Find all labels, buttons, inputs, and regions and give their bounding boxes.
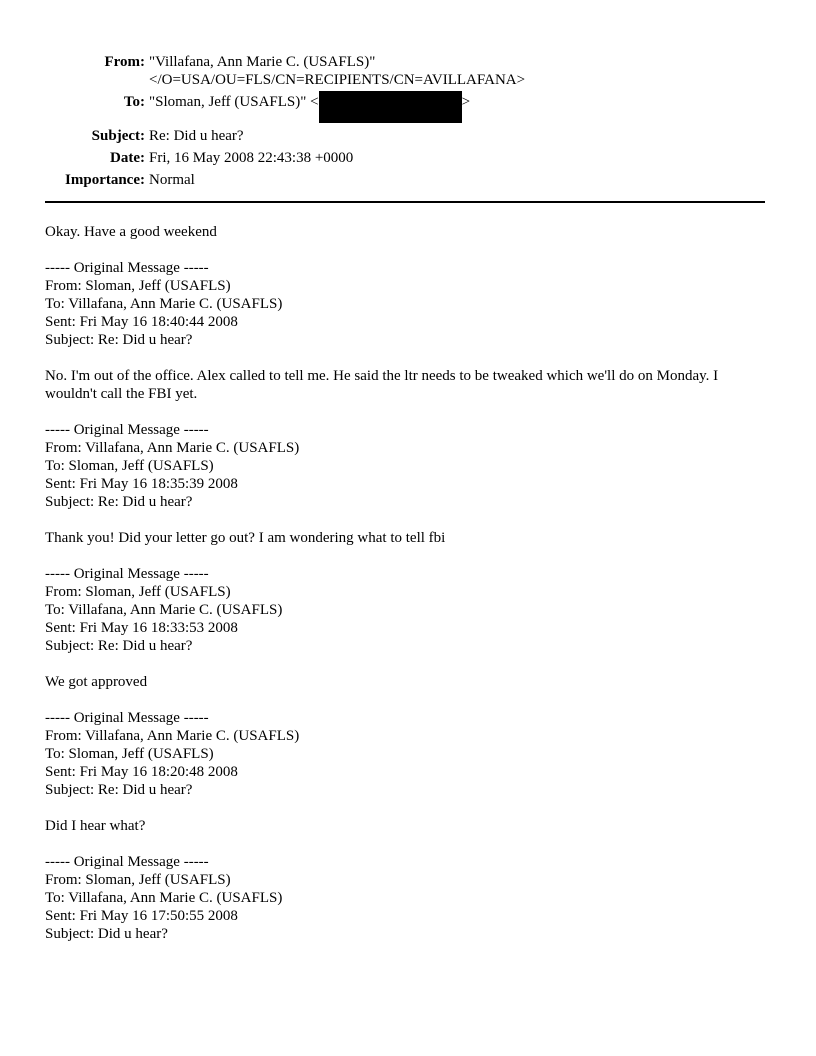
original-sent: Sent: Fri May 16 18:20:48 2008	[45, 764, 238, 780]
original-message-header	[45, 709, 767, 799]
redaction-box	[319, 91, 462, 123]
original-from: From: Sloman, Jeff (USAFLS)	[45, 278, 231, 294]
original-sent: Sent: Fri May 16 18:33:53 2008	[45, 620, 238, 636]
header-divider	[45, 201, 765, 203]
to-value	[149, 93, 470, 123]
original-sep: ----- Original Message -----	[45, 566, 209, 582]
original-sep: ----- Original Message -----	[45, 260, 209, 276]
original-subject: Subject: Re: Did u hear?	[45, 332, 193, 348]
original-subject: Subject: Did u hear?	[45, 926, 168, 942]
original-sent: Sent: Fri May 16 18:40:44 2008	[45, 314, 238, 330]
from-label: From:	[104, 54, 145, 70]
original-to: To: Villafana, Ann Marie C. (USAFLS)	[45, 296, 283, 312]
email-header	[45, 53, 525, 193]
date-label: Date:	[110, 150, 145, 166]
original-sep: ----- Original Message -----	[45, 710, 209, 726]
original-message-header	[45, 259, 767, 349]
from-value: "Villafana, Ann Marie C. (USAFLS)"	[149, 54, 376, 70]
original-subject: Subject: Re: Did u hear?	[45, 494, 193, 510]
message-text: No. I'm out of the office. Alex called to tell me. He said the ltr needs to be tweaked which we'll do on Monday. I wouldn't call the FBI yet.	[45, 368, 719, 402]
email-body	[45, 223, 767, 961]
original-from: From: Villafana, Ann Marie C. (USAFLS)	[45, 440, 300, 456]
importance-label: Importance:	[65, 172, 145, 188]
original-to: To: Sloman, Jeff (USAFLS)	[45, 458, 214, 474]
original-sep: ----- Original Message -----	[45, 422, 209, 438]
original-subject: Subject: Re: Did u hear?	[45, 782, 193, 798]
original-subject: Subject: Re: Did u hear?	[45, 638, 193, 654]
original-from: From: Sloman, Jeff (USAFLS)	[45, 584, 231, 600]
date-value: Fri, 16 May 2008 22:43:38 +0000	[149, 150, 354, 166]
importance-value: Normal	[149, 172, 195, 188]
message-text: Okay. Have a good weekend	[45, 224, 217, 240]
original-to: To: Villafana, Ann Marie C. (USAFLS)	[45, 890, 283, 906]
original-sent: Sent: Fri May 16 17:50:55 2008	[45, 908, 238, 924]
original-message-header	[45, 421, 767, 511]
from-address: </O=USA/OU=FLS/CN=RECIPIENTS/CN=AVILLAFANA>	[149, 72, 526, 88]
original-sent: Sent: Fri May 16 18:35:39 2008	[45, 476, 238, 492]
subject-value: Re: Did u hear?	[149, 128, 244, 144]
original-to: To: Sloman, Jeff (USAFLS)	[45, 746, 214, 762]
original-message-header	[45, 565, 767, 655]
original-from: From: Villafana, Ann Marie C. (USAFLS)	[45, 728, 300, 744]
original-message-header	[45, 853, 767, 943]
original-from: From: Sloman, Jeff (USAFLS)	[45, 872, 231, 888]
subject-label: Subject:	[91, 128, 145, 144]
original-to: To: Villafana, Ann Marie C. (USAFLS)	[45, 602, 283, 618]
original-sep: ----- Original Message -----	[45, 854, 209, 870]
to-name: "Sloman, Jeff (USAFLS)" <	[149, 94, 319, 110]
to-close: >	[461, 94, 471, 110]
message-text: Did I hear what?	[45, 818, 146, 834]
message-text: We got approved	[45, 674, 148, 690]
message-text: Thank you! Did your letter go out? I am wondering what to tell fbi	[45, 530, 446, 546]
to-label: To:	[123, 94, 145, 110]
